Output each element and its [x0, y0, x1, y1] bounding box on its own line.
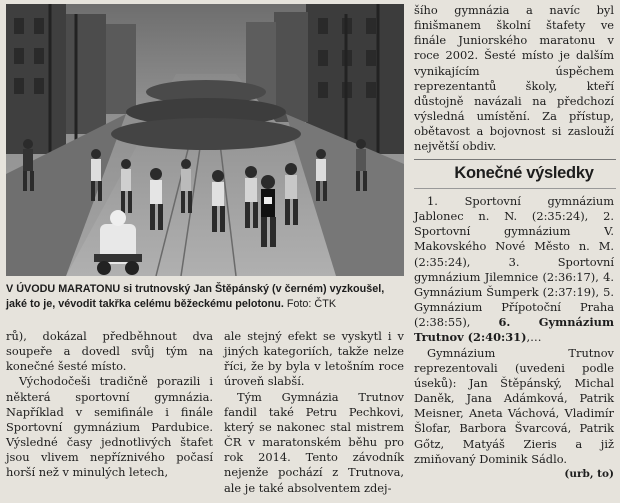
section-divider: [414, 159, 616, 160]
marathon-photo-graphic: [6, 4, 404, 276]
article-column-1: [6, 329, 213, 481]
article-paragraph: šího gymnázia a navíc byl finišmanem školní štafety ve finále Juniorského maratonu v roce 2002. Šesté místo je dalším vynikajícím úspěchem reprezentantů školy, kteří důstojně navázali na předchozí výsledná umístění. Za přístup, obětavost a bojovnost si zaslouží největší obdiv.: [414, 3, 614, 154]
article-paragraph: Tým Gymnázia Trutnov fandil také Petru Pechkovi, který se nakonec stal mistrem ČR v maratonském běhu pro rok 2014. Tento závodník nejenže pochází z Trutnova, ale je také absolventem zdej-: [224, 389, 404, 495]
marathon-photo: [6, 4, 404, 276]
author-byline: (urb, to): [564, 467, 614, 480]
results-list-text: 1. Sportovní gymnázium Jablonec n. N. (2:35:24), 2. Sportovní gymnázium V. Makovského Nové Město n. M. (2:35:24), 3. Sportovní gymnázium Jilemnice (2:36:17), 4. Gymnázium Šumperk (2:37:19), 5. Gymnázium Přípotoční Praha (2:38:55),: [414, 194, 614, 330]
photo-credit: Foto: ČTK: [286, 298, 337, 310]
article-paragraph: rů), dokázal předběhnout dva soupeře a dovedl svůj tým na konečné šesté místo.: [6, 329, 213, 374]
article-paragraph: Východočeši tradičně porazili i některá sportovní gymnázia. Například v semifinále i finále Sportovní gymnázium Pardubice. Výsledné časy jednotlivých štafet jsou vlivem nepříznivého počasí horší než v minulých letech,: [6, 374, 213, 480]
results-column: [414, 194, 614, 482]
results-list: [414, 194, 614, 346]
results-heading: Konečné výsledky: [454, 164, 594, 182]
photo-caption: [6, 282, 404, 312]
results-sixth-place: 6. Gymnázium Trutnov (2:40:31): [414, 315, 614, 345]
section-divider: [414, 188, 616, 189]
caption-text: V ÚVODU MARATONU si trutnovský Jan Štěpánský (v černém) vyzkoušel, jaké to je, vévodit takřka celému běžeckému pelotonu.: [6, 283, 385, 310]
article-paragraph: ale stejný efekt se vyskytl i v jiných kategoriích, takže nelze říci, že by byla v letošním roce úroveň slabší.: [224, 329, 404, 389]
team-members: [414, 345, 614, 480]
article-column-2: [224, 329, 404, 496]
results-sixth-tail: ,…: [526, 330, 542, 345]
article-continuation-right: [414, 3, 614, 155]
team-members-text: Gymnázium Trutnov reprezentovali (uvedeni podle úseků): Jan Štěpánský, Michal Daněk, Jana Adámková, Patrik Meisner, Aneta Váchová, Vladimír Šlofar, Barbora Švarcová, Patrik Gőtz, Matyáš Zieris a již zmiňovaný Dominik Sádlo.: [414, 345, 614, 466]
